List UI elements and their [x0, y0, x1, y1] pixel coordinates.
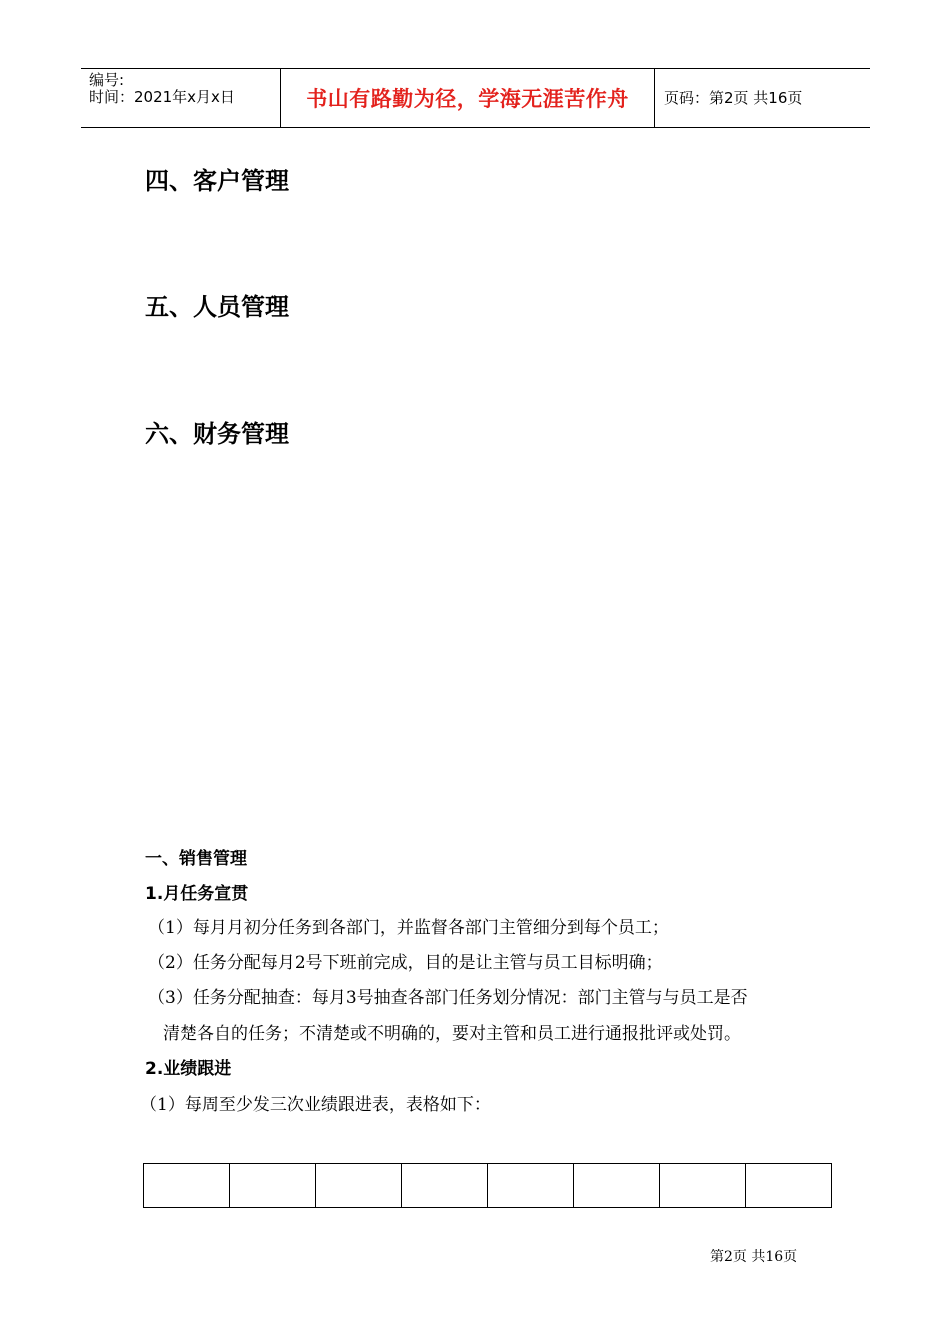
section-heading-customer: 四、客户管理: [145, 167, 289, 195]
table-row: [144, 1164, 832, 1208]
page-footer: 第2页 共16页: [710, 1249, 798, 1265]
document-header: [81, 68, 870, 128]
section-heading-finance: 六、财务管理: [145, 420, 289, 448]
subheading-monthly-task: 1.月任务宣贯: [145, 884, 249, 904]
table-cell: [746, 1164, 832, 1208]
content-heading-sales: 一、销售管理: [145, 849, 247, 869]
header-info-cell: [81, 69, 281, 127]
table-cell: [144, 1164, 230, 1208]
header-page-code: 页码：第2页 共16页: [664, 89, 803, 107]
table-cell: [660, 1164, 746, 1208]
table-cell: [574, 1164, 660, 1208]
document-number-label: 编号:: [89, 71, 125, 89]
table-cell: [316, 1164, 402, 1208]
header-motto: 书山有路勤为径，学海无涯苦作舟: [306, 87, 629, 111]
paragraph-item-3-continued: 清楚各自的任务；不清楚或不明确的，要对主管和员工进行通报批评或处罚。: [163, 1024, 741, 1044]
paragraph-item-1: （1）每月月初分任务到各部门，并监督各部门主管细分到每个员工；: [148, 918, 669, 938]
table-cell: [402, 1164, 488, 1208]
performance-tracking-table: [143, 1163, 832, 1208]
document-time-label: 时间：2021年x月x日: [89, 88, 235, 106]
section-heading-personnel: 五、人员管理: [145, 293, 289, 321]
subheading-performance: 2.业绩跟进: [145, 1059, 232, 1079]
paragraph-item-2: （2）任务分配每月2号下班前完成，目的是让主管与员工目标明确；: [148, 953, 663, 973]
header-page-cell: [655, 69, 870, 127]
paragraph-item-3: （3）任务分配抽查：每月3号抽查各部门任务划分情况：部门主管与与员工是否: [148, 988, 748, 1008]
paragraph-item-4: （1）每周至少发三次业绩跟进表，表格如下：: [140, 1095, 491, 1115]
table-cell: [488, 1164, 574, 1208]
table-cell: [230, 1164, 316, 1208]
header-motto-cell: [281, 69, 655, 127]
